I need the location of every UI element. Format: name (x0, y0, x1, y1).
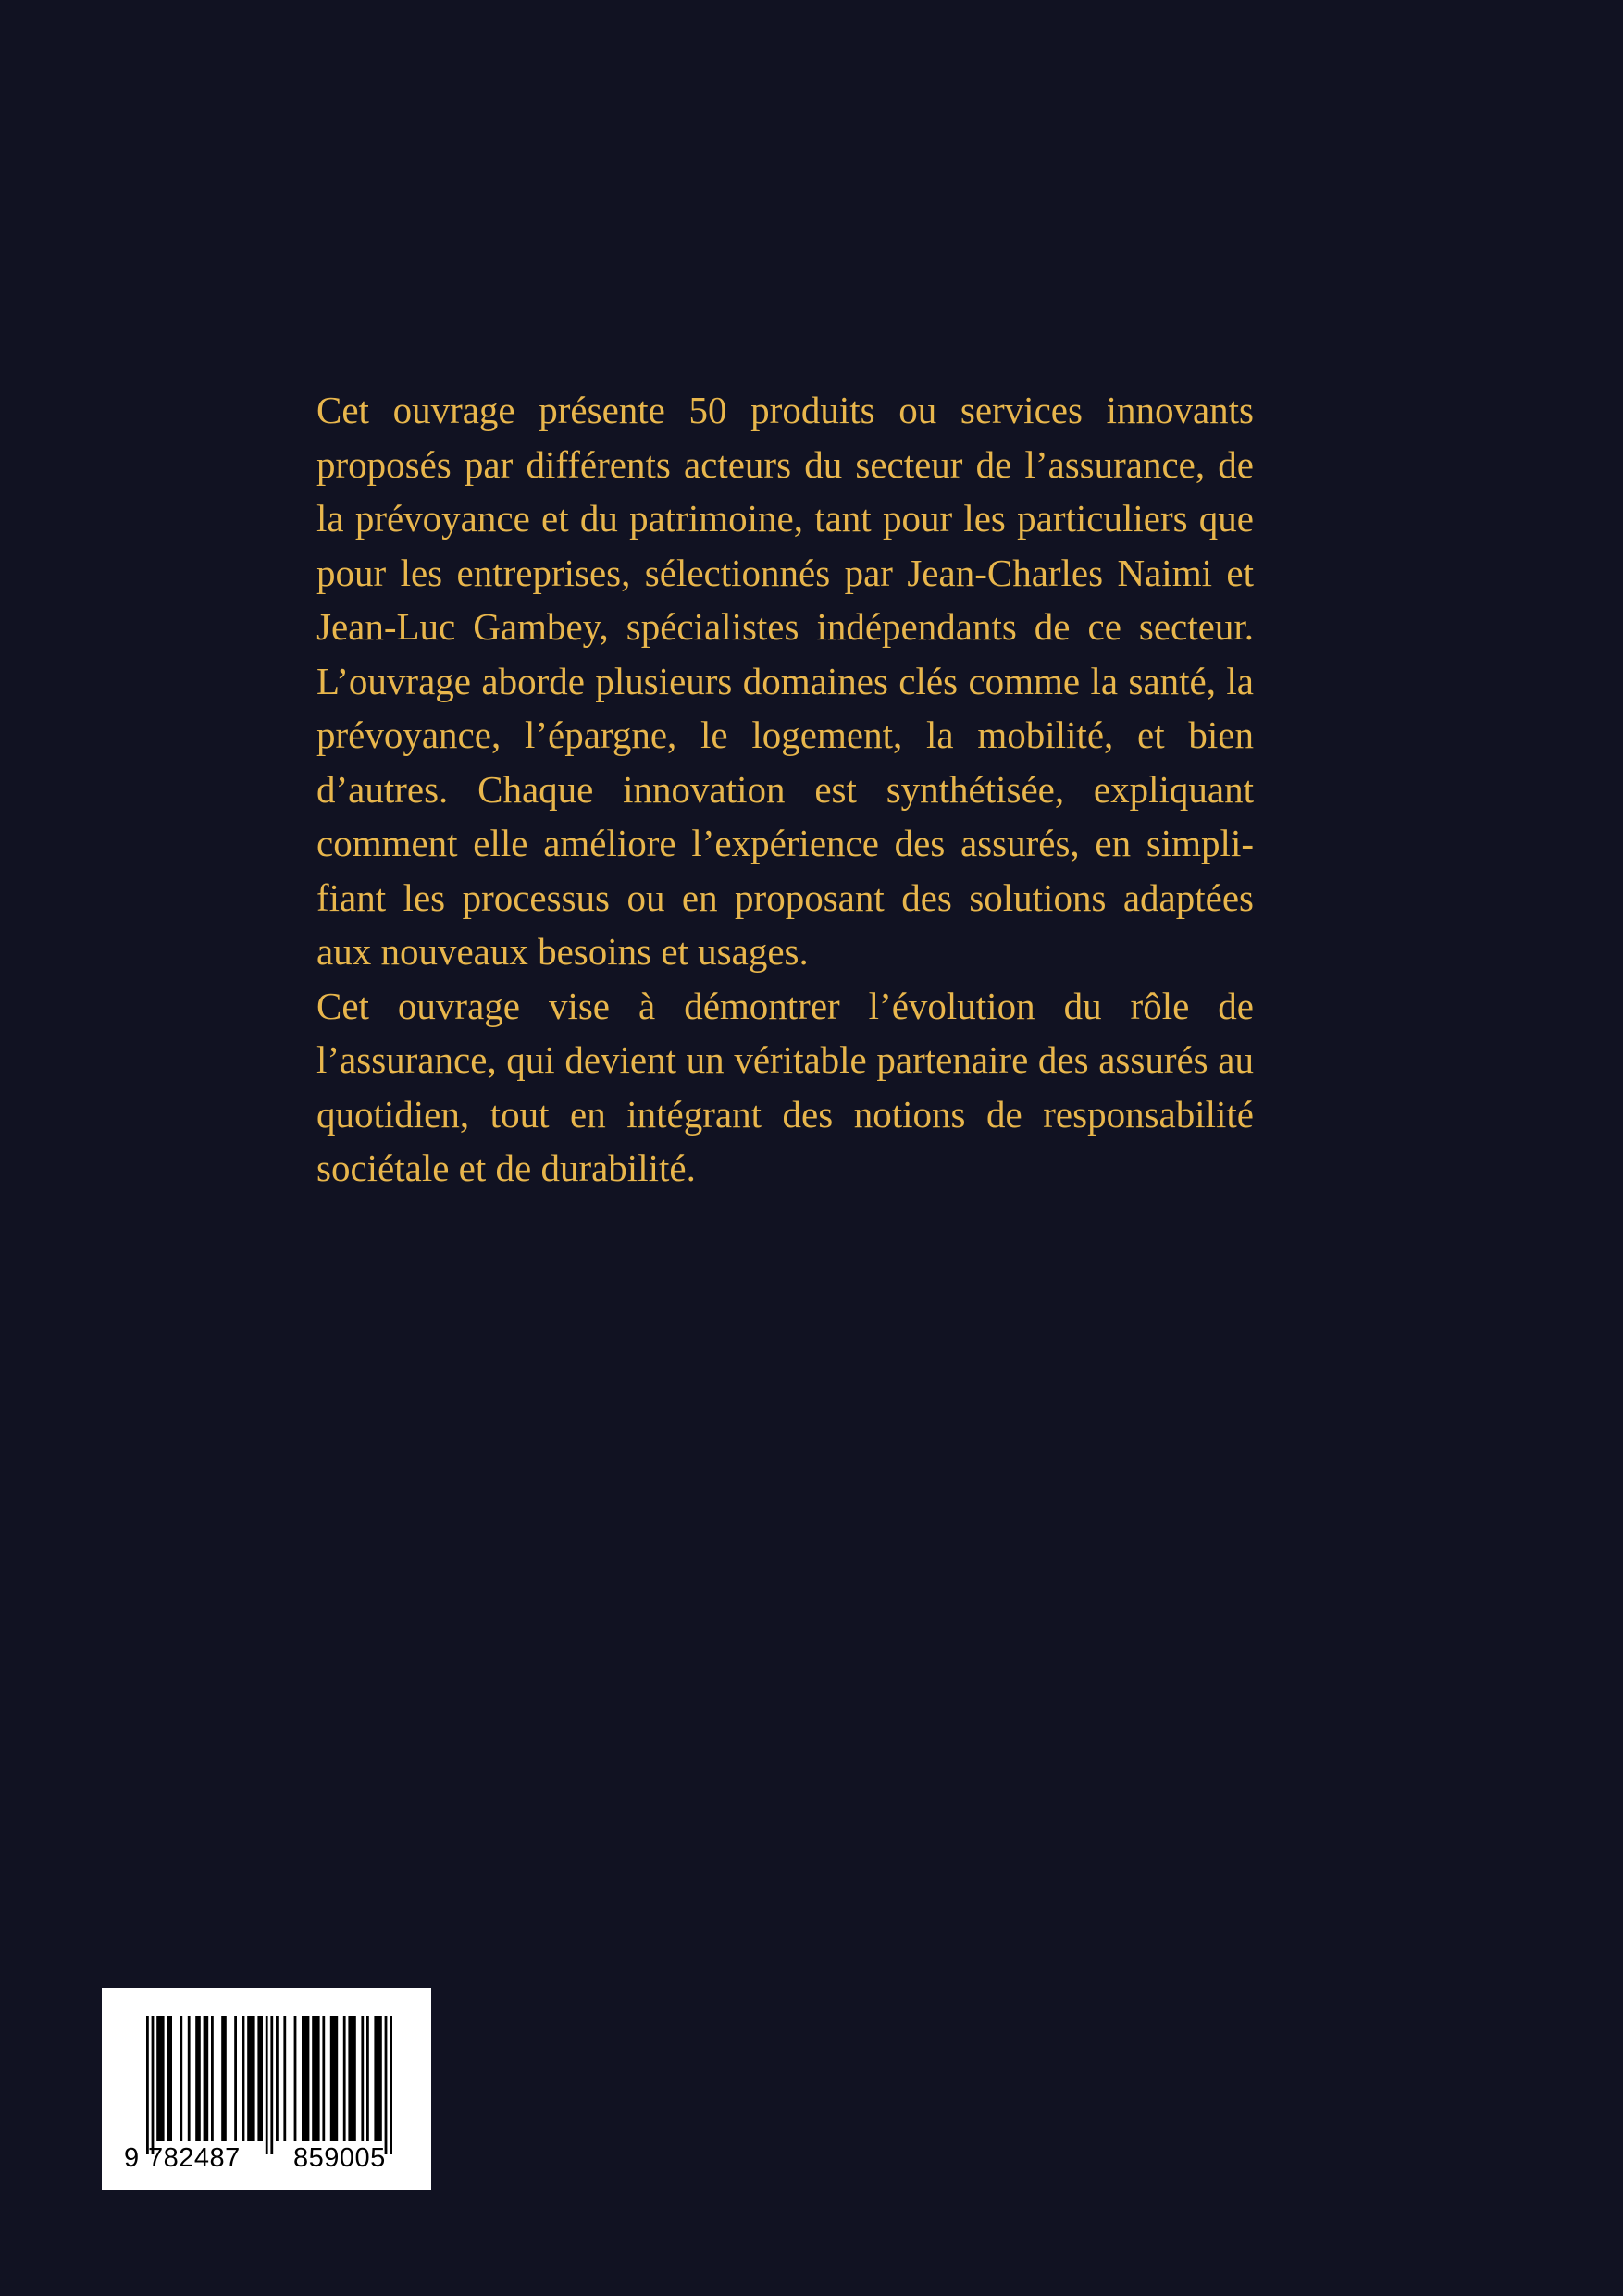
barcode-bar-23 (343, 2016, 346, 2141)
barcode-bar-5 (188, 2016, 191, 2141)
barcode-bar-14 (266, 2016, 268, 2154)
barcode-bar-24 (348, 2016, 355, 2141)
barcode-bar-27 (374, 2016, 381, 2141)
barcode-bar-2 (156, 2016, 164, 2141)
barcode-bar-0 (146, 2016, 149, 2154)
barcode-bar-15 (270, 2016, 273, 2154)
barcode-bar-17 (283, 2016, 286, 2141)
barcode-bar-21 (322, 2016, 325, 2141)
barcode-bar-8 (211, 2016, 214, 2141)
barcode-bar-20 (312, 2016, 319, 2141)
barcode-bar-16 (276, 2016, 279, 2141)
barcode-bar-10 (234, 2016, 237, 2141)
barcode-bar-25 (361, 2016, 364, 2141)
barcode-bar-3 (167, 2016, 172, 2141)
isbn-barcode (102, 1988, 431, 2190)
barcode-bar-28 (385, 2016, 388, 2154)
barcode-bar-22 (330, 2016, 338, 2141)
barcode-bar-13 (257, 2016, 263, 2141)
barcode-bar-6 (195, 2016, 201, 2141)
barcode-bar-4 (180, 2016, 182, 2141)
back-cover-blurb (316, 383, 1254, 1196)
barcode-bar-26 (366, 2016, 369, 2141)
barcode-bar-29 (390, 2016, 392, 2154)
blurb-paragraph-2: Cet ouvrage vise à démontrer l’évolution du rôle de l’assurance, qui devient un véritable partenaire des assurés au quotidien, tout en intégrant des notions de responsabilité sociétale et de durabilité. (316, 984, 1254, 1189)
barcode-bar-1 (152, 2016, 155, 2154)
blurb-paragraph-1: Cet ouvrage présente 50 produits ou services innovants proposés par différents acteurs du secteur de l’assurance, de la prévoyance et du patrimoine, tant pour les particuliers que pour les entreprises, sélectionnés par Jean-Charles Naimi et Jean-Luc Gambey, spécialistes indépendants de ce secteur. L’ouvrage aborde plusieurs domaines clés comme la santé, la prévoyance, l’épargne, le logement, la mobilité, et bien d’autres. Chaque innovation est synthétisée, expliquant comment elle améliore l’expérience des assurés, en simplifiant les processus ou en proposant des solutions adaptées aux nouveaux besoins et usages. (316, 389, 1254, 973)
barcode-bar-9 (221, 2016, 227, 2141)
barcode-bar-18 (294, 2016, 297, 2141)
barcode-bar-7 (204, 2016, 209, 2141)
isbn-digits-left: 782487 (148, 2143, 241, 2173)
isbn-digits (102, 2141, 431, 2175)
barcode-bar-19 (302, 2016, 309, 2141)
isbn-digit-first: 9 (124, 2143, 140, 2173)
barcode-bar-11 (242, 2016, 245, 2141)
isbn-digits-right: 859005 (293, 2143, 386, 2173)
barcode-bar-12 (247, 2016, 254, 2141)
